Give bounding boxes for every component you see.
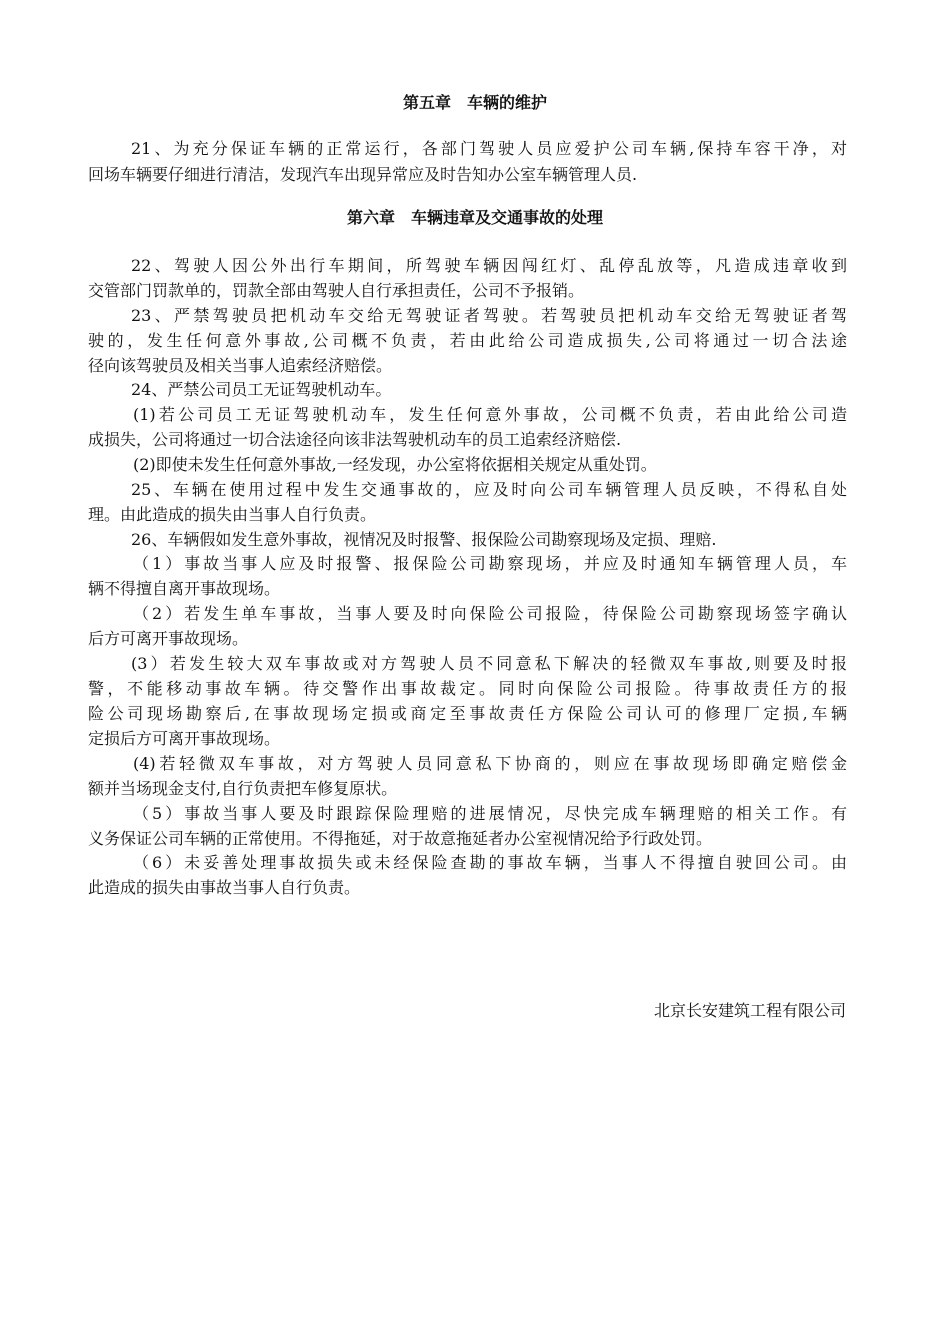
paragraph-24-line-1: 24、严禁公司员工无证驾驶机动车。 [131,380,392,399]
paragraph-22-line-2: 交管部门罚款单的，罚款全部由驾驶人自行承担责任，公司不予报销。 [88,281,585,300]
paragraph-26-2-line-2: 后方可离开事故现场。 [88,629,249,648]
paragraph-22-line-1: 22、驾驶人因公外出行车期间，所驾驶车辆因闯红灯、乱停乱放等，凡造成违章收到 [131,256,847,275]
paragraph-26-1-line-2: 辆不得擅自离开事故现场。 [88,579,281,598]
paragraph-23-line-1: 23、严禁驾驶员把机动车交给无驾驶证者驾驶。若驾驶员把机动车交给无驾驶证者驾 [131,306,847,325]
paragraph-23-line-2: 驶的，发生任何意外事故,公司概不负责，若由此给公司造成损失,公司将通过一切合法途 [88,331,847,350]
paragraph-26-2-line-1: （2）若发生单车事故，当事人要及时向保险公司报险，待保险公司勘察现场签字确认 [133,604,847,623]
paragraph-26-4-line-1: (4)若轻微双车事故，对方驾驶人员同意私下协商的，则应在事故现场即确定赔偿金 [133,754,847,773]
paragraph-25-line-2: 理。由此造成的损失由当事人自行负责。 [88,505,377,524]
paragraph-23-line-3: 径向该驾驶员及相关当事人追索经济赔偿。 [88,356,393,375]
paragraph-26-5-line-1: （5）事故当事人要及时跟踪保险理赔的进展情况，尽快完成车辆理赔的相关工作。有 [133,804,847,823]
paragraph-24-2-line-1: (2)即使未发生任何意外事故,一经发现，办公室将依据相关规定从重处罚。 [133,455,657,474]
chapter-5-title: 第五章 车辆的维护 [402,93,547,112]
paragraph-25-line-1: 25、车辆在使用过程中发生交通事故的，应及时向公司车辆管理人员反映，不得私自处 [131,480,847,499]
paragraph-24-1-line-2: 成损失，公司将通过一切合法途径向该非法驾驶机动车的员工追索经济赔偿. [88,430,622,449]
paragraph-26-line-1: 26、车辆假如发生意外事故，视情况及时报警、报保险公司勘察现场及定损、理赔. [131,530,717,549]
paragraph-26-4-line-2: 额并当场现金支付,自行负责把车修复原状。 [88,779,398,798]
paragraph-26-3-line-1: (3）若发生较大双车事故或对方驾驶人员不同意私下解决的轻微双车事故,则要及时报 [131,654,847,673]
paragraph-26-6-line-2: 此造成的损失由事故当事人自行负责。 [88,878,361,897]
paragraph-26-3-line-3: 险公司现场勘察后,在事故现场定损或商定至事故责任方保险公司认可的修理厂定损,车辆 [88,704,847,723]
paragraph-26-3-line-2: 警，不能移动事故车辆。待交警作出事故裁定。同时向保险公司报险。待事故责任方的报 [88,679,847,698]
company-signature: 北京长安建筑工程有限公司 [653,1001,846,1020]
paragraph-21-line-2: 回场车辆要仔细进行清洁，发现汽车出现异常应及时告知办公室车辆管理人员. [88,165,638,184]
paragraph-24-1-line-1: (1)若公司员工无证驾驶机动车，发生任何意外事故，公司概不负责，若由此给公司造 [133,405,847,424]
paragraph-21-line-1: 21、为充分保证车辆的正常运行，各部门驾驶人员应爱护公司车辆,保持车容干净，对 [131,139,847,158]
paragraph-26-6-line-1: （6）未妥善处理事故损失或未经保险查勘的事故车辆，当事人不得擅自驶回公司。由 [133,853,847,872]
paragraph-26-5-line-2: 义务保证公司车辆的正常使用。不得拖延，对于故意拖延者办公室视情况给予行政处罚。 [88,829,713,848]
paragraph-26-3-line-4: 定损后方可离开事故现场。 [88,729,281,748]
paragraph-26-1-line-1: （1）事故当事人应及时报警、报保险公司勘察现场，并应及时通知车辆管理人员，车 [133,554,847,573]
chapter-6-title: 第六章 车辆违章及交通事故的处理 [346,208,603,227]
